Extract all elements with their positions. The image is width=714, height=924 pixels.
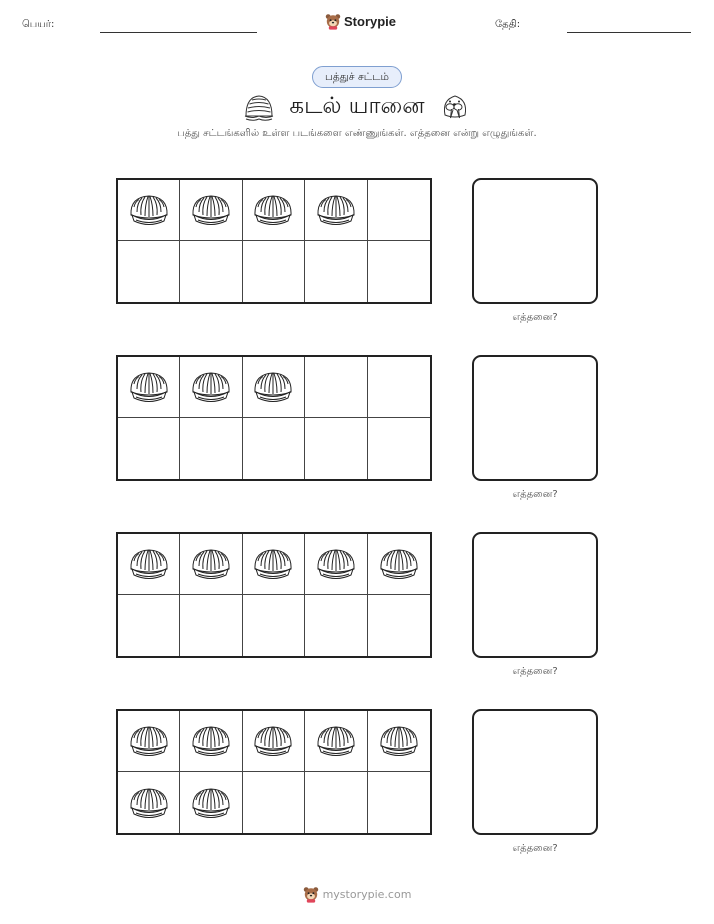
footer <box>0 886 714 903</box>
ten-frame-cell <box>243 711 305 772</box>
ten-frame-cell <box>243 180 305 241</box>
answer-box[interactable] <box>472 532 598 658</box>
ten-frame-cell <box>368 180 430 241</box>
ten-frame-cell <box>368 357 430 418</box>
ten-frame-cell <box>368 241 430 302</box>
brand-name: Storypie <box>344 14 397 29</box>
clam-shell-icon <box>190 370 232 404</box>
answer-label: எத்தனை? <box>512 489 558 500</box>
footer-url[interactable]: mystorypie.com <box>322 888 412 901</box>
answer-label: எத்தனை? <box>512 843 558 854</box>
ten-frame-cell <box>118 534 180 595</box>
answer-box[interactable] <box>472 355 598 481</box>
clam-shell-icon <box>128 370 170 404</box>
ten-frame-cell <box>305 241 367 302</box>
clam-shell-icon <box>315 547 357 581</box>
ten-frame <box>116 709 432 835</box>
answer-label: எத்தனை? <box>512 666 558 677</box>
ten-frame-cell <box>305 180 367 241</box>
ten-frame-cell <box>243 595 305 656</box>
ten-frame-cell <box>180 357 242 418</box>
clam-shell-icon <box>378 724 420 758</box>
ten-frame-cell <box>305 357 367 418</box>
ten-frame-cell <box>305 534 367 595</box>
brand-logo <box>325 13 396 30</box>
ten-frame-cell <box>368 534 430 595</box>
clam-shell-icon <box>315 193 357 227</box>
date-line[interactable] <box>567 32 691 33</box>
sand-pile-icon <box>243 92 275 122</box>
ten-frame-cell <box>368 772 430 833</box>
ten-frame-cell <box>305 595 367 656</box>
clam-shell-icon <box>190 724 232 758</box>
name-label: பெயர்: <box>22 19 55 30</box>
worksheet-type-badge: பத்துச் சட்டம் <box>312 66 402 88</box>
answer-label: எத்தனை? <box>512 312 558 323</box>
ten-frame-cell <box>305 772 367 833</box>
ten-frame-cell <box>118 595 180 656</box>
walrus-icon <box>439 92 471 122</box>
ten-frame <box>116 355 432 481</box>
clam-shell-icon <box>128 724 170 758</box>
clam-shell-icon <box>190 547 232 581</box>
clam-shell-icon <box>128 193 170 227</box>
answer-box[interactable] <box>472 178 598 304</box>
clam-shell-icon <box>252 547 294 581</box>
ten-frame-cell <box>180 711 242 772</box>
clam-shell-icon <box>128 786 170 820</box>
date-label: தேதி: <box>495 19 521 30</box>
ten-frame-cell <box>368 711 430 772</box>
worksheet-title: கடல் யானை <box>289 92 425 119</box>
clam-shell-icon <box>190 193 232 227</box>
storypie-mascot-icon <box>303 886 319 903</box>
ten-frame-cell <box>305 418 367 479</box>
clam-shell-icon <box>252 370 294 404</box>
ten-frame-cell <box>243 241 305 302</box>
clam-shell-icon <box>128 547 170 581</box>
clam-shell-icon <box>252 193 294 227</box>
clam-shell-icon <box>315 724 357 758</box>
clam-shell-icon <box>252 724 294 758</box>
storypie-mascot-icon <box>325 13 341 30</box>
title-row <box>0 92 714 122</box>
ten-frame <box>116 532 432 658</box>
ten-frame-cell <box>118 418 180 479</box>
ten-frame-cell <box>118 180 180 241</box>
ten-frame-cell <box>368 418 430 479</box>
clam-shell-icon <box>378 547 420 581</box>
answer-box[interactable] <box>472 709 598 835</box>
ten-frame <box>116 178 432 304</box>
ten-frame-cell <box>243 534 305 595</box>
ten-frame-cell <box>243 772 305 833</box>
ten-frame-cell <box>180 772 242 833</box>
ten-frame-cell <box>180 241 242 302</box>
instructions: பத்து சட்டங்களில் உள்ள படங்களை எண்ணுங்கள். எத்தனை என்று எழுதுங்கள். <box>177 128 537 139</box>
ten-frame-cell <box>118 241 180 302</box>
ten-frame-cell <box>118 772 180 833</box>
ten-frame-cell <box>243 418 305 479</box>
clam-shell-icon <box>190 786 232 820</box>
ten-frame-cell <box>243 357 305 418</box>
ten-frame-cell <box>180 534 242 595</box>
name-line[interactable] <box>100 32 257 33</box>
ten-frame-cell <box>368 595 430 656</box>
ten-frame-cell <box>180 595 242 656</box>
ten-frame-cell <box>180 418 242 479</box>
ten-frame-cell <box>118 711 180 772</box>
ten-frame-cell <box>118 357 180 418</box>
ten-frame-cell <box>305 711 367 772</box>
ten-frame-cell <box>180 180 242 241</box>
